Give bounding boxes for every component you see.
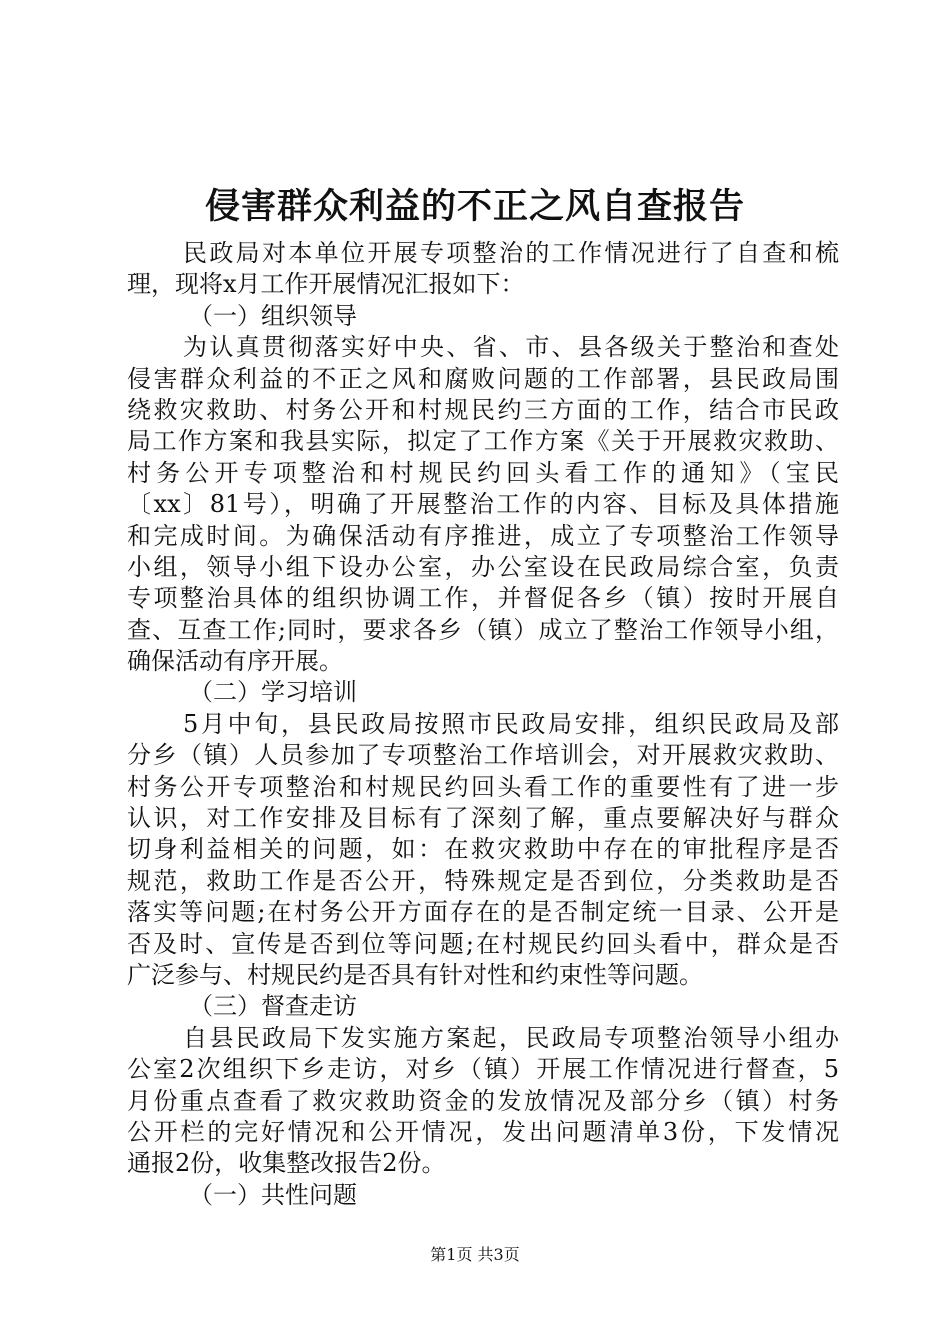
paragraph-line: 理，现将x月工作开展情况汇报如下： (127, 270, 525, 299)
paragraph-line: 落实等问题;在村务公开方面存在的是否制定统一目录、公开是 (127, 898, 839, 927)
section-heading: （三）督查走访 (189, 992, 357, 1021)
paragraph-line: 民政局对本单位开展专项整治的工作情况进行了自查和梳 (183, 239, 839, 267)
paragraph-line: 查、互查工作;同时，要求各乡（镇）成立了整治工作领导小组， (127, 615, 839, 644)
section-heading: （二）学习培训 (189, 678, 357, 707)
paragraph-line: 规范，救助工作是否公开，特殊规定是否到位，分类救助是否 (127, 866, 839, 895)
paragraph-line: 5月中旬，县民政局按照市民政局安排，组织民政局及部 (183, 709, 839, 738)
paragraph-line: 〔xx〕81号），明确了开展整治工作的内容、目标及具体措施 (127, 490, 839, 519)
paragraph-line: 侵害群众利益的不正之风和腐败问题的工作部署，县民政局围 (127, 364, 839, 393)
paragraph-line: 村务公开专项整治和村规民约回头看工作的重要性有了进一步 (127, 772, 839, 801)
paragraph-line: 和完成时间。为确保活动有序推进，成立了专项整治工作领导 (127, 521, 839, 550)
paragraph-line: 广泛参与、村规民约是否具有针对性和约束性等问题。 (127, 960, 703, 989)
paragraph-line: 村务公开专项整治和村规民约回头看工作的通知》（宝民 (127, 458, 839, 487)
page-number-footer: 第1页 共3页 (430, 1245, 520, 1264)
section-heading: （一）共性问题 (189, 1180, 357, 1209)
document-body (127, 238, 839, 1211)
paragraph-line: 分乡（镇）人员参加了专项整治工作培训会，对开展救灾救助、 (127, 741, 839, 770)
paragraph-line: 确保活动有序开展。 (127, 647, 343, 676)
paragraph-line: 专项整治具体的组织协调工作，并督促各乡（镇）按时开展自 (127, 584, 839, 613)
paragraph-line: 认识，对工作安排及目标有了深刻了解，重点要解决好与群众 (127, 804, 839, 833)
paragraph-line: 否及时、宣传是否到位等问题;在村规民约回头看中，群众是否 (127, 929, 839, 958)
paragraph-line: 公室2次组织下乡走访，对乡（镇）开展工作情况进行督查，5 (127, 1055, 839, 1084)
paragraph-line: 局工作方案和我县实际，拟定了工作方案《关于开展救灾救助、 (127, 427, 839, 456)
paragraph-line: 切身利益相关的问题，如：在救灾救助中存在的审批程序是否 (127, 835, 839, 864)
paragraph-line: 小组，领导小组下设办公室，办公室设在民政局综合室，负责 (127, 552, 839, 581)
section-heading: （一）组织领导 (189, 301, 357, 330)
paragraph-line: 自县民政局下发实施方案起，民政局专项整治领导小组办 (183, 1023, 839, 1052)
paragraph-line: 月份重点查看了救灾救助资金的发放情况及部分乡（镇）村务 (127, 1086, 839, 1115)
document-title: 侵害群众利益的不正之风自查报告 (204, 187, 745, 227)
paragraph-line: 公开栏的完好情况和公开情况，发出问题清单3份，下发情况 (127, 1117, 839, 1146)
paragraph-line: 绕救灾救助、村务公开和村规民约三方面的工作，结合市民政 (127, 395, 839, 424)
paragraph-line: 为认真贯彻落实好中央、省、市、县各级关于整治和查处 (183, 333, 839, 362)
paragraph-line: 通报2份，收集整改报告2份。 (127, 1149, 446, 1178)
